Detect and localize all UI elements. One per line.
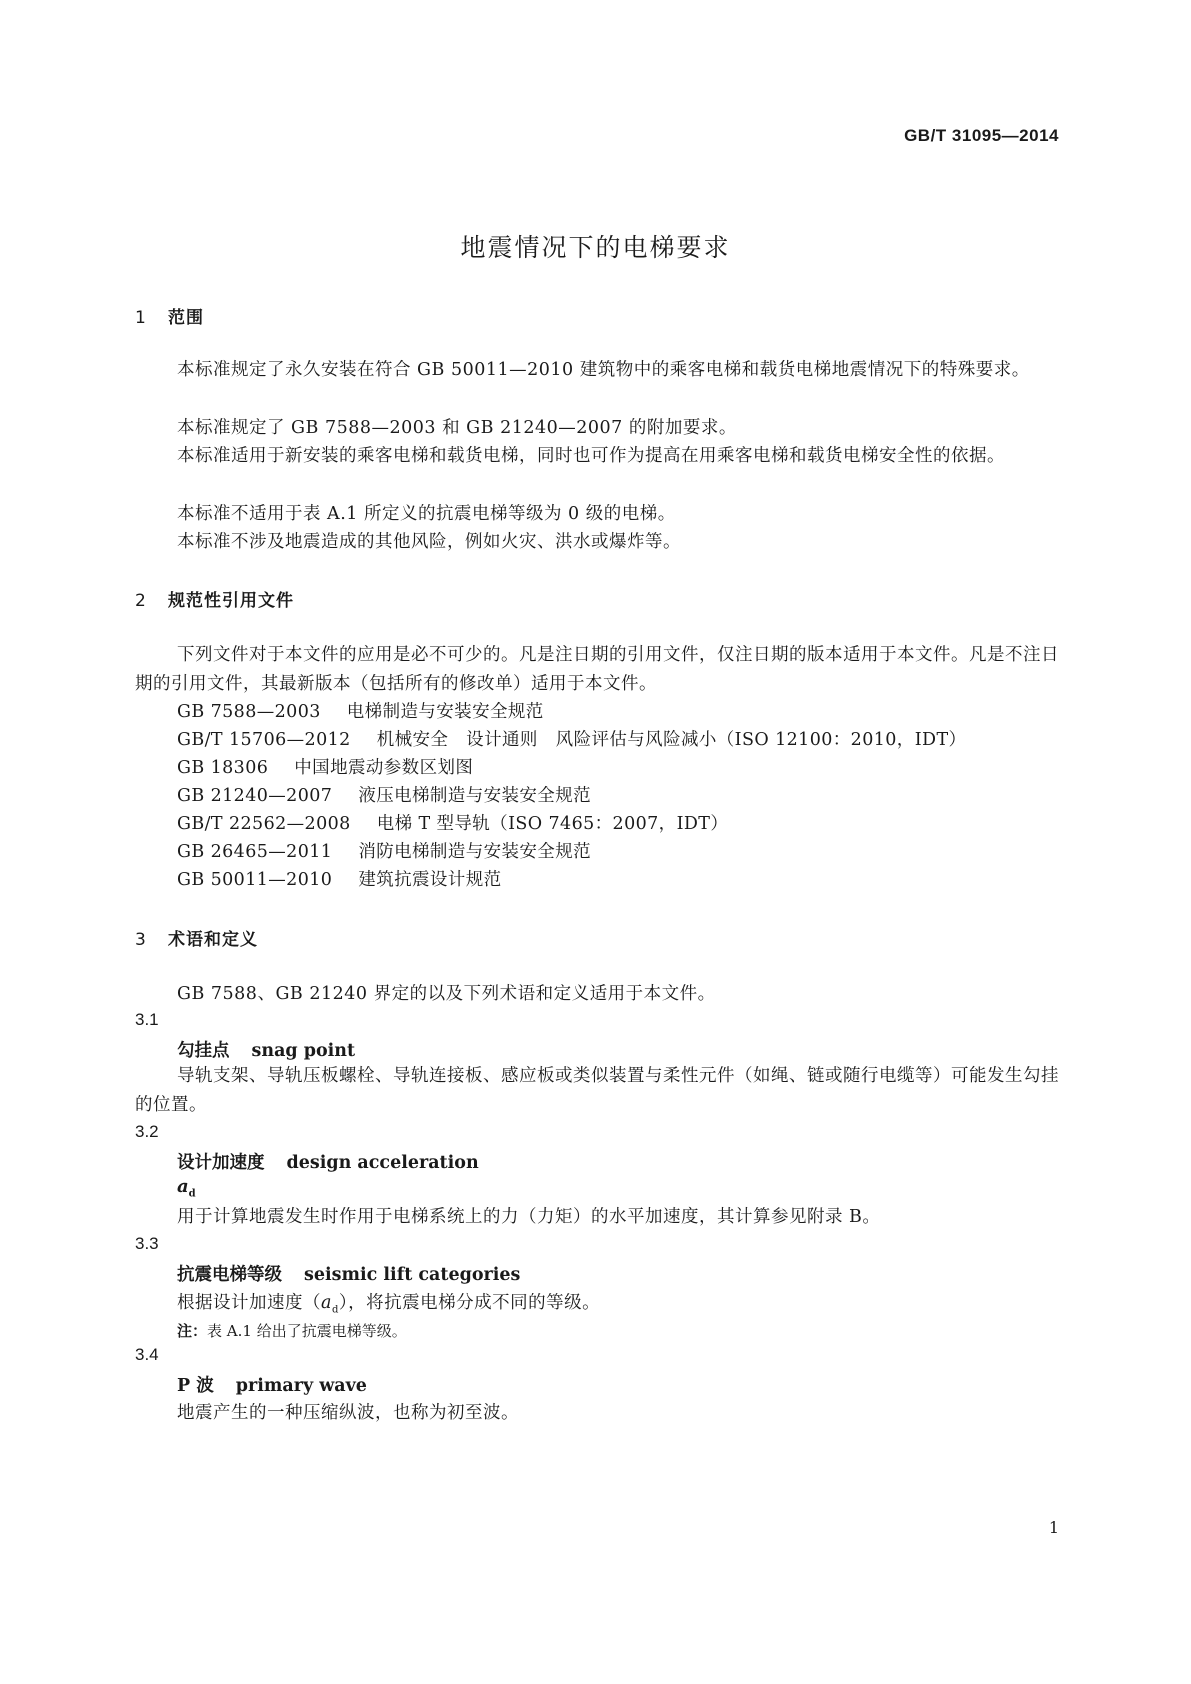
reference-title: 电梯制造与安装安全规范: [346, 702, 544, 722]
reference-item: [177, 754, 473, 779]
reference-title: 消防电梯制造与安装安全规范: [358, 842, 592, 862]
term-name: [177, 1149, 479, 1174]
term-en: snag point: [251, 1041, 356, 1061]
term-en: primary wave: [235, 1376, 367, 1396]
term-zh: 设计加速度: [177, 1153, 265, 1173]
term-definition: 用于计算地震发生时作用于电梯系统上的力（力矩）的水平加速度，其计算参见附录 B。: [177, 1207, 881, 1227]
section-title: 范围: [168, 308, 204, 328]
reference-item: [177, 838, 591, 863]
term-zh: 勾挂点: [177, 1041, 230, 1061]
paragraph: GB 7588、GB 21240 界定的以及下列术语和定义适用于本文件。: [177, 984, 716, 1004]
note-label: 注：: [177, 1322, 208, 1340]
paragraph: 本标准不适用于表 A.1 所定义的抗震电梯等级为 0 级的电梯。: [177, 504, 676, 524]
reference-code: GB 18306: [177, 758, 269, 778]
section-1-heading: [135, 303, 204, 328]
paragraph: 本标准规定了 GB 7588—2003 和 GB 21240—2007 的附加要求。: [177, 418, 737, 438]
page-number: 1: [1048, 1518, 1059, 1537]
term-zh: 抗震电梯等级: [177, 1265, 282, 1285]
term-number: 3.2: [135, 1122, 159, 1141]
reference-code: GB/T 15706—2012: [177, 730, 351, 750]
term-number: 3.1: [135, 1010, 159, 1029]
standard-number: GB/T 31095—2014: [904, 126, 1059, 145]
reference-item: [177, 782, 591, 807]
paragraph: 本标准规定了永久安装在符合 GB 50011—2010 建筑物中的乘客电梯和载货电梯地震情况下的特殊要求。: [177, 360, 1030, 380]
section-title: 规范性引用文件: [168, 591, 294, 611]
document-title: 地震情况下的电梯要求: [460, 233, 731, 262]
reference-title: 机械安全 设计通则 风险评估与风险减小（ISO 12100：2010，IDT）: [376, 730, 967, 750]
section-3-heading: [135, 925, 258, 950]
reference-code: GB 50011—2010: [177, 870, 333, 890]
reference-item: [177, 810, 728, 835]
term-zh: P 波: [177, 1376, 214, 1396]
reference-item: [177, 866, 502, 891]
term-name: [177, 1261, 520, 1286]
section-2-heading: [135, 586, 294, 611]
reference-item: [177, 726, 966, 751]
section-number: 1: [135, 308, 146, 328]
term-en: seismic lift categories: [304, 1265, 521, 1285]
paragraph: 下列文件对于本文件的应用是必不可少的。凡是注日期的引用文件，仅注日期的版本适用于本文件。凡是不注日期的引用文件，其最新版本（包括所有的修改单）适用于本文件。: [135, 645, 1059, 694]
paragraph: 本标准不涉及地震造成的其他风险，例如火灾、洪水或爆炸等。: [177, 532, 681, 552]
reference-title: 电梯 T 型导轨（ISO 7465：2007，IDT）: [376, 814, 729, 834]
term-number: 3.4: [135, 1345, 159, 1364]
section-number: 3: [135, 930, 146, 950]
reference-code: GB/T 22562—2008: [177, 814, 351, 834]
term-number: 3.3: [135, 1234, 159, 1253]
reference-code: GB 21240—2007: [177, 786, 333, 806]
reference-code: GB 26465—2011: [177, 842, 333, 862]
reference-code: GB 7588—2003: [177, 702, 321, 722]
note-text: 表 A.1 给出了抗震电梯等级。: [207, 1322, 407, 1340]
reference-title: 建筑抗震设计规范: [358, 870, 502, 890]
section-number: 2: [135, 591, 146, 611]
reference-title: 中国地震动参数区划图: [294, 758, 474, 778]
reference-item: [177, 698, 544, 723]
term-note: [177, 1320, 407, 1341]
term-name: [177, 1372, 367, 1397]
reference-title: 液压电梯制造与安装安全规范: [358, 786, 592, 806]
term-definition: 根据设计加速度$(a_d)$，将抗震电梯分成不同的等级。: [177, 1293, 601, 1316]
term-symbol: $a_d$: [177, 1176, 196, 1200]
term-definition: 地震产生的一种压缩纵波，也称为初至波。: [177, 1403, 519, 1423]
term-definition: 导轨支架、导轨压板螺栓、导轨连接板、感应板或类似装置与柔性元件（如绳、链或随行电缆等）可能发生勾挂的位置。: [135, 1066, 1059, 1115]
term-en: design acceleration: [286, 1153, 479, 1173]
inline-symbol: $a_d$: [321, 1293, 339, 1316]
section-title: 术语和定义: [168, 930, 258, 950]
paragraph: 本标准适用于新安装的乘客电梯和载货电梯，同时也可作为提高在用乘客电梯和载货电梯安全性的依据。: [177, 446, 1005, 466]
term-name: [177, 1037, 355, 1062]
